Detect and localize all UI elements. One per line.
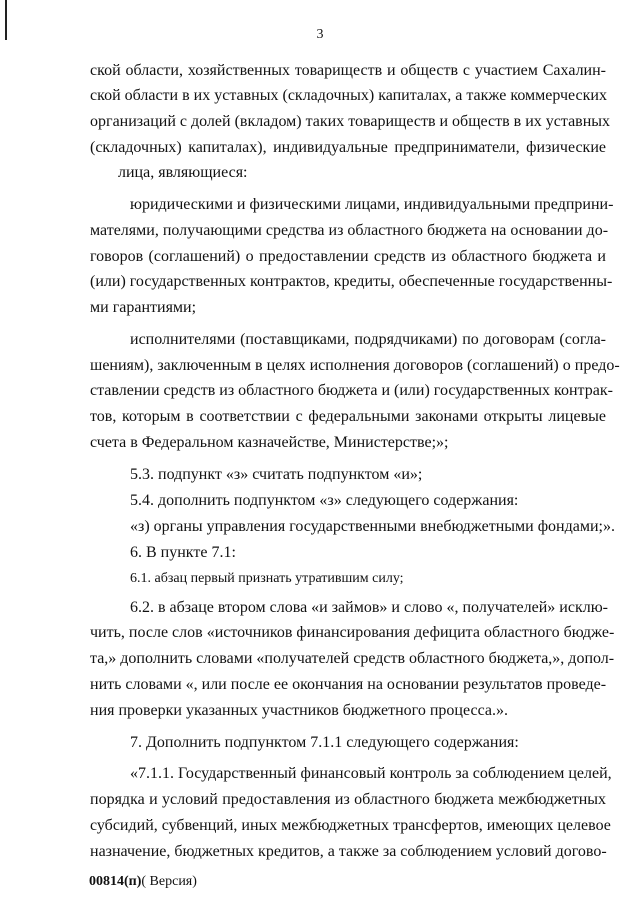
text-line: назначение, бюджетных кредитов, а также за соблюдением условий догово- — [90, 843, 607, 860]
text-line: 7. Дополнить подпунктом 7.1.1 следующего содержания: — [130, 734, 519, 751]
text-line: чить, после слов «источников финансирования дефицита областного бюдже- — [90, 624, 615, 641]
text-line: та,» дополнить словами «получателей средств областного бюджета,», допол- — [90, 650, 615, 667]
text-line: (или) государственных контрактов, кредиты, обеспеченные государственны- — [90, 273, 613, 290]
text-line: исполнителями (поставщиками, подрядчиками) по договорам (согла- — [130, 331, 606, 348]
text-line: 6. В пункте 7.1: — [130, 544, 236, 561]
text-line: нить словами «, или после ее окончания на основании результатов проведе- — [90, 676, 607, 693]
text-line: «з) органы управления государственными внебюджетными фондами;». — [130, 518, 615, 535]
text-line: 5.4. дополнить подпунктом «з» следующего содержания: — [130, 492, 519, 509]
text-line: юридическими и физическими лицами, индивидуальными предприни- — [130, 196, 614, 213]
version-label: ( Версия) — [141, 874, 197, 889]
page-number: 3 — [316, 27, 324, 42]
text-line: организаций с долей (вкладом) таких товариществ и обществ в их уставных — [90, 113, 611, 130]
text-line: 6.1. абзац первый признать утратившим силу; — [130, 571, 404, 586]
text-line: шениям), заключенным в целях исполнения договоров (соглашений) о предо- — [90, 357, 620, 374]
text-line: ния проверки указанных участников бюджетного процесса.». — [90, 702, 508, 719]
text-line: тов, которым в соответствии с федеральными законами открыты лицевые — [90, 408, 606, 425]
text-line: ской области, хозяйственных товариществ и обществ с участием Сахалин- — [90, 62, 606, 79]
document-code: 00814(п) — [89, 874, 142, 889]
text-line: «7.1.1. Государственный финансовый контроль за соблюдением целей, — [130, 765, 612, 782]
text-line: говоров (соглашений) о предоставлении средств из областного бюджета и — [90, 248, 606, 265]
text-line: лица, являющиеся: — [118, 164, 248, 181]
text-line: ставлении средств из областного бюджета и (или) государственных контрак- — [90, 382, 613, 399]
document-footer — [89, 874, 197, 890]
text-line: 6.2. в абзаце втором слова «и займов» и слово «, получателей» исклю- — [130, 599, 609, 616]
text-line: порядка и условий предоставления из областного бюджета межбюджетных — [90, 791, 606, 808]
text-line: мателями, получающими средства из областного бюджета на основании до- — [90, 222, 609, 239]
text-line: счета в Федеральном казначействе, Министерстве;»; — [90, 434, 449, 451]
text-line: ской области в их уставных (складочных) капиталах, а также коммерческих — [90, 87, 607, 104]
text-line: субсидий, субвенций, иных межбюджетных трансфертов, имеющих целевое — [90, 817, 611, 834]
text-line: 5.3. подпункт «з» считать подпунктом «и»; — [130, 466, 423, 483]
text-line: ми гарантиями; — [90, 299, 197, 316]
text-line: (складочных) капиталах), индивидуальные предприниматели, физические — [90, 139, 606, 156]
